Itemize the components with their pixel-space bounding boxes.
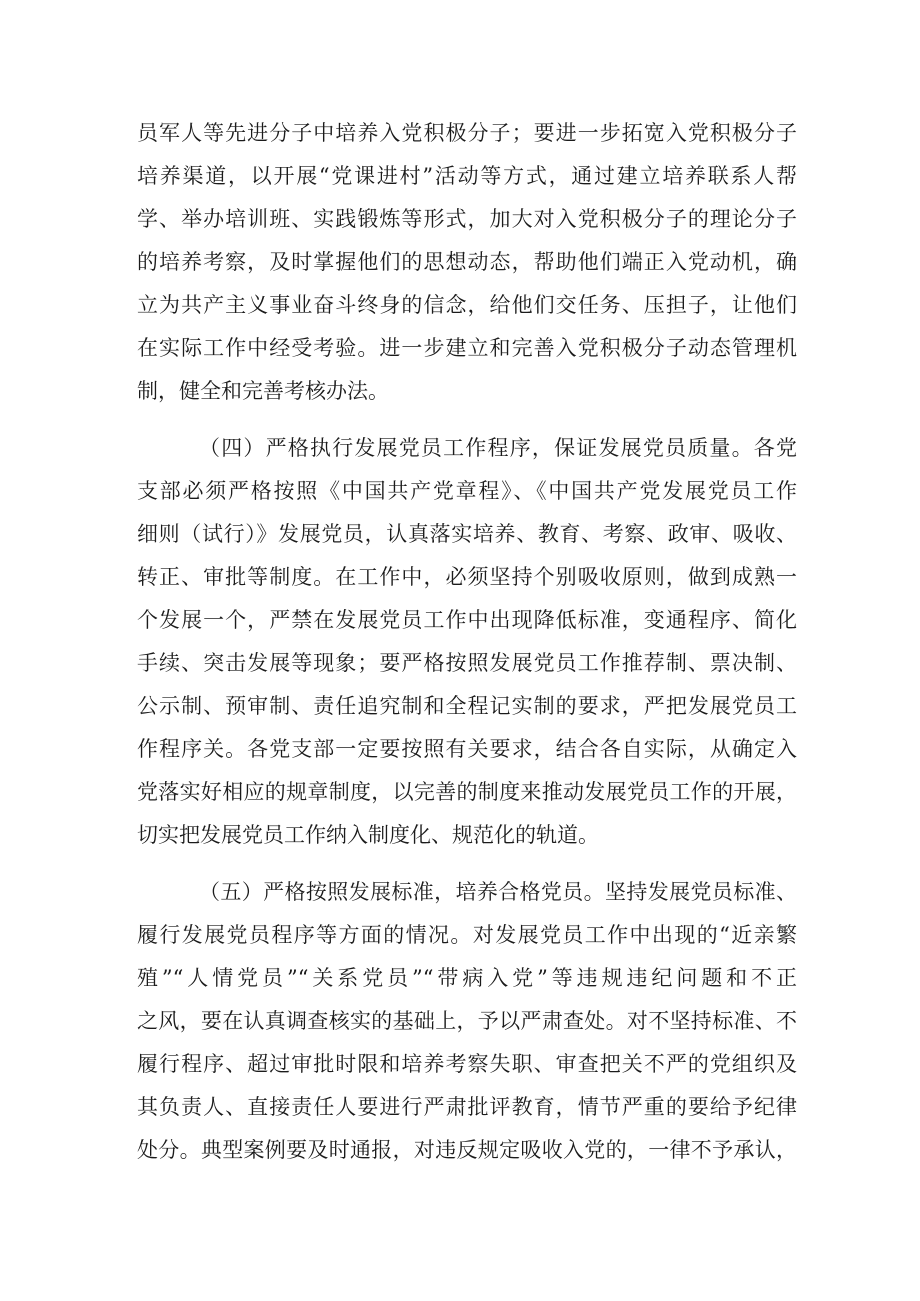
text-line: 在实际工作中经受考验。进一步建立和完善入党积极分子动态管理机	[137, 336, 797, 360]
text-line: 党落实好相应的规章制度，以完善的制度来推动发展党员工作的开展，	[137, 780, 797, 804]
document-body	[137, 112, 797, 1172]
text-line: 细则（试行）》发展党员，认真落实培养、教育、考察、政审、吸收、	[137, 522, 797, 546]
text-line: 公示制、预审制、责任追究制和全程记实制的要求，严把发展党员工	[137, 694, 797, 718]
text-line: 支部必须严格按照《中国共产党章程》、《中国共产党发展党员工作	[137, 479, 797, 503]
text-line: 殖”“人情党员”“关系党员”“带病入党”等违规违纪问题和不正	[137, 966, 797, 990]
text-line: 履行程序、超过审批时限和培养考察失职、审查把关不严的党组织及	[137, 1052, 797, 1076]
text-line: 培养渠道，以开展“党课进村”活动等方式，通过建立培养联系人帮	[137, 164, 797, 188]
text-line: 学、举办培训班、实践锻炼等形式，加大对入党积极分子的理论分子	[137, 207, 797, 231]
text-line: 作程序关。各党支部一定要按照有关要求，结合各自实际，从确定入	[137, 737, 797, 761]
text-line: 个发展一个，严禁在发展党员工作中出现降低标准，变通程序、简化	[137, 608, 797, 632]
text-line: 其负责人、直接责任人要进行严肃批评教育，情节严重的要给予纪律	[137, 1095, 797, 1119]
text-line: 切实把发展党员工作纳入制度化、规范化的轨道。	[137, 823, 599, 847]
section-heading-line: （五）严格按照发展标准，培养合格党员。坚持发展党员标准、	[199, 880, 797, 904]
text-line: 之风，要在认真调查核实的基础上，予以严肃查处。对不坚持标准、不	[137, 1009, 797, 1033]
section-heading-line: （四）严格执行发展党员工作程序，保证发展党员质量。各党	[199, 436, 797, 460]
text-line: 处分。典型案例要及时通报，对违反规定吸收入党的，一律不予承认，	[137, 1138, 797, 1162]
text-line: 手续、突击发展等现象；要严格按照发展党员工作推荐制、票决制、	[137, 651, 797, 675]
text-line: 转正、审批等制度。在工作中，必须坚持个别吸收原则，做到成熟一	[137, 565, 797, 589]
paragraph-section-5	[137, 871, 797, 1172]
text-line: 立为共产主义事业奋斗终身的信念，给他们交任务、压担子，让他们	[137, 293, 797, 317]
paragraph-section-4	[137, 427, 797, 857]
text-line: 制，健全和完善考核办法。	[137, 379, 389, 403]
text-line: 履行发展党员程序等方面的情况。对发展党员工作中出现的“近亲繁	[137, 923, 797, 947]
text-line: 的培养考察，及时掌握他们的思想动态，帮助他们端正入党动机，确	[137, 250, 797, 274]
text-line: 员军人等先进分子中培养入党积极分子；要进一步拓宽入党积极分子	[137, 121, 797, 145]
paragraph-continuation	[137, 112, 797, 413]
